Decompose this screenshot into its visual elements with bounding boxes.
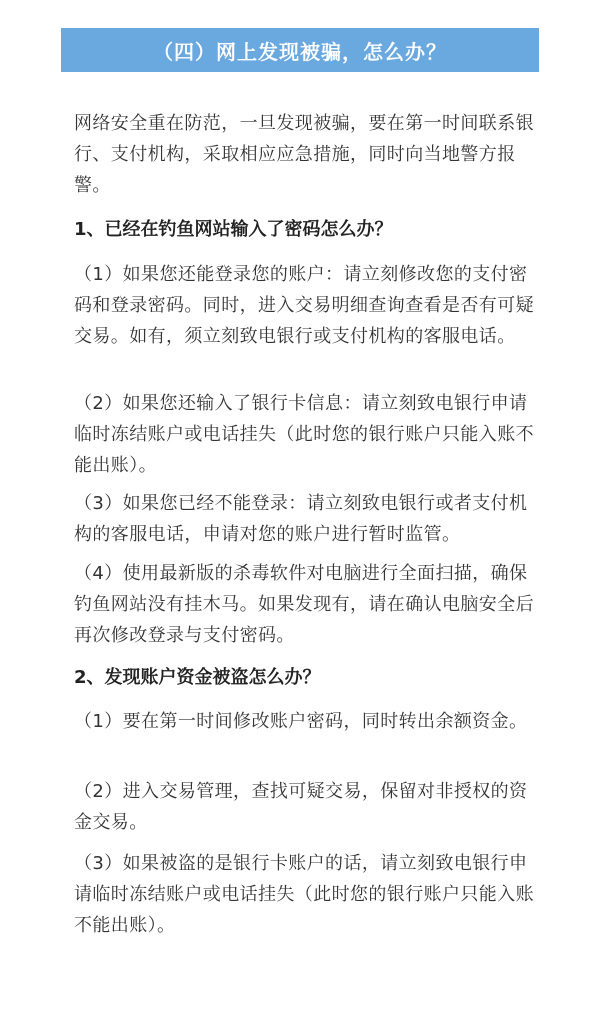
- intro-paragraph: 网络安全重在防范，一旦发现被骗，要在第一时间联系银行、支付机构，采取相应应急措施，同时向当地警方报警。: [74, 113, 534, 196]
- section1-item-1: （1）如果您还能登录您的账户：请立刻修改您的支付密码和登录密码。同时，进入交易明细查询查看是否有可疑交易。如有，须立刻致电银行或支付机构的客服电话。: [74, 264, 534, 347]
- section1-item-4: （4）使用最新版的杀毒软件对电脑进行全面扫描，确保钓鱼网站没有挂木马。如果发现有，请在确认电脑安全后再次修改登录与支付密码。: [74, 563, 534, 646]
- section2-heading: 2、发现账户资金被盗怎么办？: [74, 667, 321, 688]
- section-title: （四）网上发现被骗，怎么办？: [153, 39, 447, 64]
- section1-item-3: （3）如果您已经不能登录：请立刻致电银行或者支付机构的客服电话，申请对您的账户进行暂时监管。: [74, 493, 528, 545]
- section2-item-1: （1）要在第一时间修改账户密码，同时转出余额资金。: [74, 711, 528, 732]
- section-title-banner: [61, 28, 539, 72]
- section2-item-2: （2）进入交易管理，查找可疑交易，保留对非授权的资金交易。: [74, 781, 528, 833]
- section2-item-3: （3）如果被盗的是银行卡账户的话，请立刻致电银行申请临时冻结账户或电话挂失（此时您的银行账户只能入账不能出账）。: [74, 853, 534, 936]
- section1-heading: 1、已经在钓鱼网站输入了密码怎么办？: [74, 219, 393, 240]
- section1-item-2: （2）如果您还输入了银行卡信息：请立刻致电银行申请临时冻结账户或电话挂失（此时您的银行账户只能入账不能出账）。: [74, 393, 534, 476]
